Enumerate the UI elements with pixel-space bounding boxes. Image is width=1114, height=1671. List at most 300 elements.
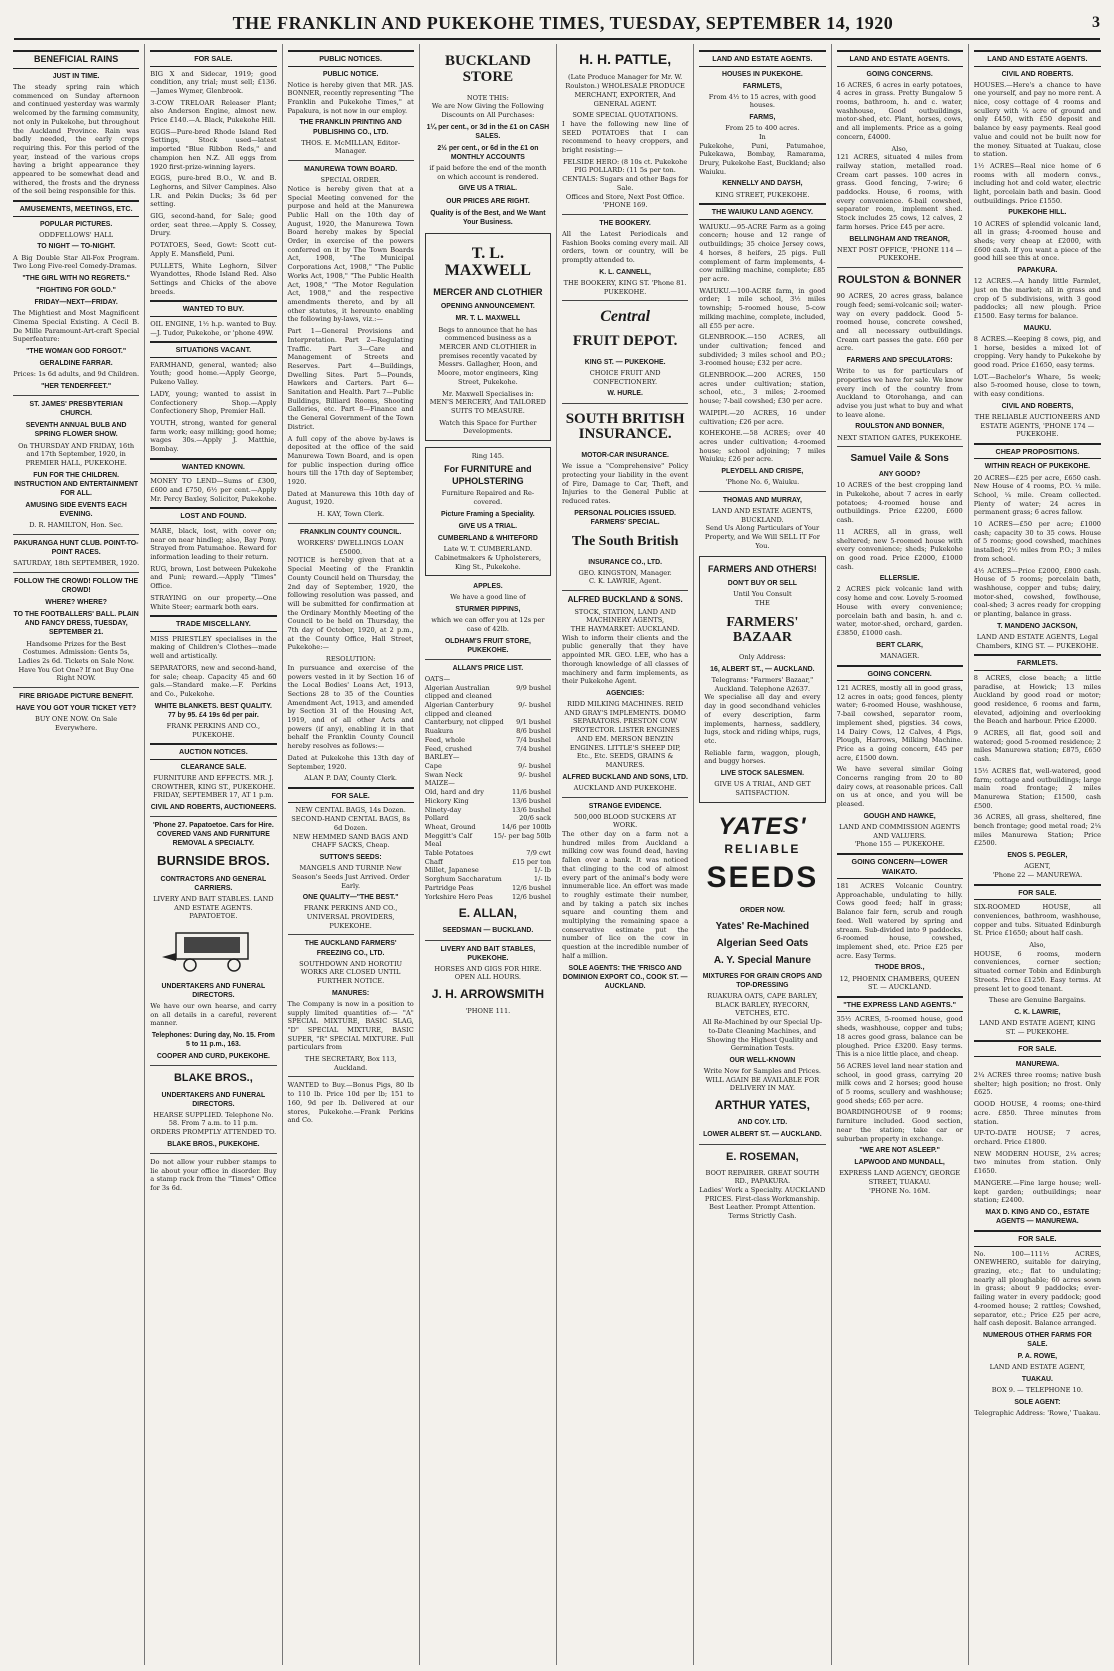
price-item: Feed, whole: [424, 735, 466, 744]
ad-heading: THE AUCKLAND FARMERS' FREEZING CO., LTD.: [304, 940, 397, 957]
classified-ad: PULLETS, White Leghorn, Silver Wyandottes, Rhode Island Red. Also Settings and Chicks of the above breeds.: [150, 261, 277, 296]
ad-line: LAND AND ESTATE AGENT,: [989, 1363, 1086, 1372]
divider: [699, 1144, 825, 1145]
ad-line: From 25 to 400 acres.: [725, 124, 800, 133]
listing: GOOD HOUSE, 4 rooms; one-third acre. £850. Three minutes from station.: [973, 1100, 1101, 1126]
price-item: Algerian Australian clipped and cleaned: [424, 683, 492, 701]
ad-line: Offices and Store, Next Post Office. 'PHONE 169.: [565, 192, 685, 210]
ad-line: RUAKURA OATS, CAPE BARLEY, BLACK BARLEY, RYECORN, VETCHES, ETC.: [707, 992, 818, 1018]
ad-line: 'PHONE No. 16M.: [869, 1186, 931, 1195]
price-value: 11/6 bushel: [511, 788, 551, 797]
price-category: BARLEY—: [424, 753, 460, 762]
price-list: [425, 788, 551, 901]
price-row: [425, 806, 551, 815]
section-heading: LAND AND ESTATE AGENTS.: [974, 50, 1101, 67]
price-item: Hickory King: [424, 796, 469, 805]
ad-box: [425, 447, 551, 576]
classified-ad: FARMHAND, general, wanted; also Youth; good home.—Apply George, Pukeno Valley.: [150, 360, 277, 387]
column-5: [557, 44, 694, 1665]
ad-line: Telegrams: "Farmers' Bazaar," Auckland. Telephone A2637.: [711, 676, 814, 693]
columns: [8, 44, 1106, 1665]
ad-line: PAPAKURA.: [1017, 267, 1058, 275]
ad-line: EXPRESS LAND AGENCY, GEORGE STREET, TUAKAU.: [839, 1169, 961, 1187]
price-item: Wheat, Ground: [424, 822, 476, 831]
ad-line: WITHIN REACH OF PUKEKOHE.: [984, 463, 1091, 471]
section-heading: LAND AND ESTATE AGENTS.: [837, 50, 963, 67]
ad-line: ALFRED BUCKLAND AND SONS, LTD.: [562, 773, 688, 781]
ad-line: GIVE US A TRIAL, AND GET SATISFACTION.: [714, 780, 811, 797]
listing: WAIUKU.—95-ACRE Farm as a going concern; house and 12 range of outbuildings; 35 choice Jersey cows, 4 horses, 8 heifers, 25 pigs. Full complement of farm implements, 4-cow milking machine, complete; £85 per acre.: [699, 222, 826, 283]
ad-line: MANGELS AND TURNIP. New Season's Seeds Just Arrived. Order Early.: [291, 864, 410, 890]
ad-body: FURNITURE AND EFFECTS. MR. J. CROWTHER, KING ST., PUKEKOHE. FRIDAY, SEPTEMBER 17, AT 1 p.m.: [151, 773, 276, 800]
ad-line: FRIDAY—NEXT—FRIDAY.: [34, 299, 118, 307]
ad-line: Only Address:: [738, 653, 786, 662]
ad-line: LAND AND COMMISSION AGENTS AND VALUERS.: [839, 822, 961, 840]
section-heading: LOST AND FOUND.: [150, 507, 276, 524]
listing: 4½ ACRES—Price £2000, £800 cash. House of 5 rooms; porcelain bath, washhouse, copper and tubs; dairy, motor-shed, cowshed, fowlhouse, coal-shed; 3 acres ready for cropping or planting, balance in grass.: [973, 566, 1101, 619]
classified-ad: POTATOES, Seed, Gowt: Scott cut-Apply E. Mansfield, Puni.: [150, 241, 277, 258]
column-8: [969, 44, 1106, 1665]
price-row: [425, 823, 551, 832]
classified-ad: WANTED to Buy.—Bonus Pigs, 80 lb to 110 lb. Price 10d per lb; 151 to 160, 9d per lb. Delivered at our stores, Pukekohe.—Frank Perkins and Co.: [287, 1081, 414, 1125]
ad-heading: CIVIL AND ROBERTS.: [1001, 70, 1074, 78]
notice-body: Dated at Manurewa this 10th day of August, 1920.: [287, 489, 414, 507]
column-6: [694, 44, 831, 1665]
ad-line: LAND AND ESTATE AGENTS, Legal Chambers, KING ST. — PUKEKOHE.: [976, 632, 1099, 650]
ad-line: We are Now Giving the Following Discounts on All Purchases:: [431, 102, 544, 119]
ad-title: ROULSTON & BONNER: [838, 274, 962, 287]
price-item: Canterbury, not clipped: [424, 718, 504, 727]
listing: 16 ACRES, 6 acres in early potatoes, 4 acres in grass. Pretty Bungalow 5 rooms, bathroom, h. and c. water, washhouse, Good outbuildings, motor-shed, etc. Plant, horses, cows, and all implements. Price as a going concern, £4000.: [836, 80, 963, 141]
ad-line: Prices: 1s 6d adults, and 9d Children.: [13, 370, 140, 379]
divider: [837, 267, 963, 268]
ad-body: The other day on a farm not a hundred miles from Auckland a milking cow was found dead, having fallen over a bank. It was noticed that clinging to the cod of almost every part of the animal's body were innumerable lice. An effort was made to roughly estimate their number, and by taking a patch six inches square and counting them and multiplying the remaining space a conservative estimate put the number of lice on the cow in question at the incredible number of half a million.: [562, 830, 689, 960]
ad-line: 'Phone 27. Papatoetoe. Cars for Hire. COVERED VANS AND FURNITURE REMOVAL A SPECIALTY.: [153, 822, 274, 848]
ad-body: Wish to inform their clients and the public generally that they have appointed MR. GEO. LEE, who has a thorough knowledge of all classes of machinery and farm implements, as their Pukekohe Agent.: [562, 633, 689, 686]
ad-line: Picture Framing a Speciality.: [441, 510, 535, 518]
ad-line: We have a good line of: [450, 593, 526, 602]
price-row: [425, 736, 551, 745]
price-item: Algerian Canterbury clipped and cleaned: [424, 701, 494, 718]
ad-line: K. L. CANNELL,: [599, 268, 651, 276]
price-item: Sorghum Saccharatum: [424, 875, 502, 884]
ad-line: THE HAYMARKET: AUCKLAND.: [570, 625, 680, 634]
ad-line: 16, ALBERT ST., — AUCKLAND.: [710, 665, 815, 673]
ad-heading: HOUSES IN PUKEKOHE.: [721, 70, 803, 78]
price-value: 9/- bushel: [518, 762, 551, 770]
ad-line: FUN FOR THE CHILDREN. INSTRUCTION AND ENTERTAINMENT FOR ALL.: [14, 471, 139, 497]
price-value: 1/- lb: [533, 866, 551, 875]
price-value: 9/1 bushel: [516, 718, 551, 727]
ad-heading: POPULAR PICTURES.: [39, 220, 113, 228]
listing: LOT.—Bachelor's Whare, 5s week; also 5-roomed house, close to town, with easy conditions.: [973, 372, 1101, 399]
ad-line: LOWER ALBERT ST. — AUCKLAND.: [703, 1131, 822, 1139]
ad-line: T. MANDENO JACKSON,: [997, 622, 1078, 630]
price-row: [425, 701, 551, 718]
ad-line: ROULSTON AND BONNER,: [855, 423, 945, 431]
ad-line: NUMEROUS OTHER FARMS FOR SALE.: [983, 1331, 1092, 1349]
ad-line: SOME SPECIAL QUOTATIONS.: [572, 111, 678, 120]
film-star: GERALDINE FARRAR.: [39, 360, 113, 368]
ad-line: MAUKU.: [1023, 324, 1052, 332]
ad-line: LAND AND ESTATE AGENTS, BUCKLAND.: [712, 506, 813, 524]
divider: [562, 300, 688, 301]
price-row: [425, 893, 551, 902]
ad-heading: PAKURANGA HUNT CLUB. POINT-TO-POINT RACES.: [13, 539, 139, 557]
section-heading: AUCTION NOTICES.: [150, 743, 276, 760]
ad-line: ORDER NOW.: [739, 906, 785, 914]
ad-body: Write to us for particulars of properties we have for sale. We know every inch of the country from Auckland to Otorohanga, and can advise you just what to buy and what to leave alone.: [836, 367, 963, 419]
ad-line: C. K. LAWRIE,: [1014, 1008, 1061, 1016]
ad-line: FRANK PERKINS AND CO., UNIVERSAL PROVIDERS, PUKEKOHE.: [303, 904, 398, 930]
price-value: 12/6 bushel: [511, 883, 551, 892]
ad-body: Pukekohe, Puni, Patumahoe, Pukekawa, Bombay, Ramarama, Drury, Pukekohe East, Buckland; also Waiuku.: [699, 141, 826, 176]
ad-line: OPENING ANNOUNCEMENT.: [440, 303, 535, 311]
listing: 36 ACRES, all grass, sheltered, fine bench frontage; good metal road; 2¼ miles Manurewa Station; Price £2500.: [973, 813, 1101, 848]
classified-ad: 3-COW TRELOAR Releaser Plant; also Anderson Engine, almost new. Price £140.—A. Black, Pukekohe Hill.: [150, 98, 277, 125]
ad-line: SEEDSMAN — BUCKLAND.: [442, 927, 534, 935]
film-title: "HER TENDERFEET.": [41, 383, 112, 391]
ad-heading: GOING CONCERNS.: [866, 70, 933, 78]
newspaper-title: THE FRANKLIN AND PUKEKOHE TIMES, TUESDAY, SEPTEMBER 14, 1920: [232, 12, 894, 33]
listing: GLENBROOK.—150 ACRES, all under cultivation; fenced and subdivided; 3 miles school and P.O.; 3-roomed house; £32 per acre.: [699, 333, 826, 368]
ad-line: THODE BROS.,: [874, 964, 925, 972]
listing: NEW MODERN HOUSE, 2¼ acres; two minutes from station. Only £1650.: [973, 1149, 1101, 1176]
price-value: 7/9 cwt: [526, 849, 551, 858]
ad-line: ANY GOOD?: [878, 471, 921, 479]
ad-line: LAND AND ESTATE AGENT, KING ST. — PUKEKOHE.: [979, 1019, 1096, 1036]
yates-logo: [699, 811, 825, 898]
ad-line: PIG POLLARD: (11 5s per ton.: [574, 166, 676, 175]
ad-body: The Company is now in a position to supply limited quantities of:— "A" SPECIAL MIXTURE, BASIC SLAG, "D" SPECIAL MIXTURE, BASIC SUPER, "R" SPECIAL MIXTURE. Full particulars from: [287, 999, 414, 1052]
listing: 10 ACRES of splendid volcanic land, all in grass; 4-roomed house and sheds; very cheap at £2000, with £600 cash. If you want a piece of the good hill see this at once.: [973, 219, 1101, 263]
listing: 56 ACRES level land near station and school, in good grass, carrying 20 milk cows and 2 horses; good house of 5 rooms, scullery and washhouse; good sheds; £65 per acre.: [836, 1061, 963, 1105]
notice-body: Dated at Pukekohe this 13th day of September, 1920.: [287, 753, 414, 771]
ad-title: E. ALLAN,: [458, 906, 517, 921]
listing: 8 ACRES, close beach; a little paradise, at Howick; 13 miles Auckland by good road or motor; good residence, 6 rooms and farm, elevated, adjoining and overlooking the Beach and harbour. Price £2000.: [973, 673, 1101, 726]
ad-line: D. R. HAMILTON, Hon. Sec.: [29, 521, 124, 530]
ad-heading: CLEARANCE SALE.: [180, 763, 247, 771]
ad-line: FARMS,: [749, 114, 776, 122]
ad-line: SATURDAY, 18th SEPTEMBER, 1920.: [13, 559, 140, 568]
ad-line: TUAKAU.: [1021, 1375, 1053, 1383]
price-row: [425, 814, 551, 823]
ad-line: INSURANCE CO., LTD.: [588, 558, 662, 566]
divider: [13, 534, 139, 535]
classified-ad: LADY, young; wanted to assist in Confectionery Shop.—Apply Confectionery Shop, Premier Hall.: [150, 389, 277, 416]
ad-line: STURMER PIPPINS,: [455, 606, 521, 614]
price-row: [425, 832, 551, 849]
ad-line: 'PHONE 111.: [465, 1007, 511, 1016]
column-2: [145, 44, 282, 1665]
section-heading: CHEAP PROPOSITIONS.: [974, 443, 1101, 460]
price-value: 8/6 bushel: [516, 727, 551, 736]
notice-body: Notice is hereby given that MR. JAS. BONNER, recently representing "The Franklin and Pukekohe Times," at Papakura, is not now in our employ.: [287, 80, 414, 115]
ad-line: AGENT,: [1024, 862, 1051, 871]
ad-heading: ALFRED BUCKLAND & SONS.: [567, 595, 683, 605]
page-number: 3: [1092, 14, 1100, 31]
price-item: Yorkshire Hero Peas: [424, 892, 493, 901]
ad-line: These are Genuine Bargains.: [988, 996, 1086, 1005]
listing: 181 ACRES Volcanic Country. Approachable, undulating to hilly. Cows good feed; half in grass; Balance fair fern, scrub and rough feed. Well watered by spring and stream. Sub-divided into 9 paddocks. 6-roomed house, cowshed, implement shed, etc. Price £25 per acre. Easy Terms.: [836, 882, 963, 960]
section-heading: FOR SALE.: [974, 1230, 1101, 1247]
classified-ad: SEPARATORS, new and second-hand, for sale; cheap. Capacity 45 and 60 gals.—Standard make.—F. Perkins and Co., Pukekohe.: [150, 663, 277, 698]
ad-line: KING STREET, PUKEKOHE.: [715, 190, 810, 199]
section-heading: LAND AND ESTATE AGENTS.: [699, 50, 825, 67]
listing: 2¼ ACRES three rooms; native bush shelter; high position; no frost. Only £625.: [973, 1071, 1101, 1097]
ad-title: Samuel Vaile & Sons: [850, 453, 949, 465]
ad-line: LIVERY AND BAIT STABLES. LAND AND ESTATE AGENTS. PAPATOETOE.: [153, 894, 274, 921]
section-heading: SITUATIONS VACANT.: [150, 341, 276, 358]
ad-line: OLDHAM'S FRUIT STORE, PUKEKOHE.: [444, 637, 531, 654]
price-row: [425, 788, 551, 797]
section-heading: THE WAIUKU LAND AGENCY.: [699, 203, 825, 220]
notice-body: NOTICE is hereby given that at a Special Meeting of the Franklin County Council held on Thursday, the 2nd day of September, 1920, the following resolution was passed, and will be submitted for confirmation at the Ordinary Monthly Meeting of the Council to be held on Thursday, the 7th day of October, 1920, at 2 p.m., at the County Office, Hall Street, Pukekohe:—: [287, 556, 414, 652]
section-heading: "THE EXPRESS LAND AGENTS.": [837, 996, 963, 1013]
ad-title: J. H. ARROWSMITH: [431, 987, 544, 1002]
ad-line: 12, PHOENIX CHAMBERS, QUEEN ST. — AUCKLAND.: [839, 974, 960, 992]
ad-title: BURNSIDE BROS.: [157, 853, 270, 869]
ad-line: 'Phone 22 — MANUREWA.: [992, 871, 1083, 879]
ad-line: Until You Consult: [733, 590, 792, 599]
ad-line: TO NIGHT — TO-NIGHT.: [37, 243, 116, 251]
divider: [288, 523, 414, 524]
ad-line: LIVE STOCK SALESMEN.: [720, 770, 805, 778]
listing: 10 ACRES of the best cropping land in Pukekohe, about 7 acres in early potatoes; 4-roomed house and outbuildings. Price £2200, £600 cash.: [836, 481, 963, 525]
section-heading: AMUSEMENTS, MEETINGS, ETC.: [13, 200, 139, 217]
price-row: [425, 884, 551, 893]
ad-box: [425, 233, 551, 441]
ad-heading: THOMAS AND MURRAY,: [722, 496, 802, 504]
ad-line: MOTOR-CAR INSURANCE.: [581, 452, 669, 460]
ad-line: THE BOOKERY, KING ST. 'Phone 81. PUKEKOHE.: [563, 278, 687, 296]
classified-ad: GIG, second-hand, for Sale; good order, seat three.—Apply S. Cossey, Drury.: [150, 212, 277, 238]
ad-line: NEXT STATION GATES, PUKEKOHE.: [837, 433, 963, 442]
ad-line: UNDERTAKERS AND FUNERAL DIRECTORS.: [161, 1091, 266, 1108]
listing: BOARDINGHOUSE of 9 rooms; furniture included. Good section, near the station; take car or suburban property in exchange.: [836, 1108, 963, 1143]
ad-heading: ALLAN'S PRICE LIST.: [452, 664, 524, 672]
ad-line: CUMBERLAND & WHITEFORD: [437, 535, 538, 543]
ad-line: SECOND-HAND CENTAL BAGS, 8s 6d Dozen.: [291, 815, 410, 832]
ad-line: BOOT REPAIRER. GREAT SOUTH RD., PAPAKURA.: [705, 1168, 820, 1186]
ad-body: Handsome Prizes for the Best Costumes. Admission: Gents 5s, Ladies 2s 6d. Tickets on Sale Now. Have You Got One? If not Buy One Right NOW.: [18, 639, 135, 683]
article-subheading: JUST IN TIME.: [52, 72, 100, 80]
column-1: [8, 44, 145, 1665]
ad-heading: ST. JAMES' PRESBYTERIAN CHURCH.: [29, 401, 123, 418]
ad-line: AUCKLAND AND PUKEKOHE.: [573, 783, 677, 792]
ad-line: OUR PRICES ARE RIGHT.: [446, 197, 530, 205]
divider: [425, 940, 551, 941]
ad-heading: APPLES.: [473, 583, 503, 591]
ad-heading: FIRE BRIGADE PICTURE BENEFIT.: [19, 693, 134, 701]
ad-line: OUR WELL-KNOWN: [729, 1056, 796, 1064]
price-value: 7/4 bushel: [516, 735, 551, 744]
ad-body: Reliable farm, waggon, plough, and buggy horses.: [704, 748, 821, 766]
price-value: 9/9 bushel: [516, 683, 551, 692]
notice-body: Notice is hereby given that at a Special Meeting convened for the purpose and held at the Manurewa Public Hall on the 10th day of August, 1920, the Manurewa Town Board hereby makes by Special Order, in exercise of the powers conferred on it by The Town Boards Act, 1908, "The Municipal Corporations Act, 1908," "The Public Works Act, 1908," "The Public Health Act, 1908," "The Motor Regulation Act, 1908," and the respective amendments thereto, and by all other statutes, it hereunto enabling the following by-laws, viz.:—: [287, 184, 414, 324]
ad-line: Telephones: During day, No. 15. From 5 to 11 p.m., 163.: [151, 1032, 275, 1049]
article-heading: BENEFICIAL RAINS: [13, 50, 139, 69]
ad-line: Ring 145.: [471, 452, 505, 461]
ad-line: WHERE? WHERE?: [45, 599, 107, 607]
price-row: [425, 849, 551, 858]
price-value: 20/6 sack: [519, 814, 551, 823]
ad-title: The South British: [571, 533, 679, 549]
ad-line: SEVENTH ANNUAL BULB AND SPRING FLOWER SHOW.: [25, 422, 127, 439]
ad-line: KING ST. — PUKEKOHE.: [584, 358, 666, 366]
listing: 10 ACRES—£50 per acre; £1000 cash; capacity 30 to 35 cows. House of 5 rooms; good cowshed, machines installed; 2½ miles from P.O.; 3 miles from school.: [973, 520, 1101, 563]
divider: [288, 160, 414, 161]
divider: [150, 1153, 276, 1154]
listing: 90 ACRES, 20 acres grass, balance rough feed; semi-volcanic soil; water-way on every paddock. Good 5-roomed house, concrete cowshed, and all necessary outbuildings. Cream cart passes the gate. £60 per acre.: [836, 292, 963, 353]
section-heading: TRADE MISCELLANY.: [150, 615, 276, 632]
ad-heading: MANUREWA TOWN BOARD.: [304, 166, 398, 174]
ad-title: For FURNITURE and UPHOLSTERING: [444, 463, 532, 486]
ad-line: NEW HEMMED SAND BAGS AND CHAFF SACKS, Cheap.: [292, 832, 409, 850]
listing: 11 ACRES, all in grass, well sheltered; new 5-roomed house with every convenience; sheds; Pukekohe on good road. Price £2000, £1000 cash.: [836, 527, 963, 571]
section-heading: FOR SALE.: [974, 884, 1101, 901]
divider: [150, 816, 276, 817]
price-row: [425, 866, 551, 875]
divider: [562, 403, 688, 404]
listing: 15½ ACRES flat, well-watered, good farm; cottage and outbuildings; large main road frontage; 2 miles Manurewa Station; £1500, cash £500.: [973, 766, 1101, 810]
ad-line: C. K. LAWRIE, Agent.: [589, 577, 662, 586]
price-item: Old, hard and dry: [424, 788, 484, 797]
price-row: [425, 745, 551, 754]
ad-line: PLEYDELL AND CRISPE,: [721, 468, 804, 476]
price-row: [425, 684, 551, 701]
ad-line: GEO. KINGSTON, Manager.: [578, 568, 672, 577]
ad-heading: FOLLOW THE CROWD! FOLLOW THE CROWD!: [14, 577, 139, 594]
ad-line: MIXTURES FOR GRAIN CROPS AND TOP-DRESSING: [702, 972, 822, 989]
classified-ad: RUG, brown, Lost between Pukekohe and Puni; reward.—Apply "Times" Office.: [150, 564, 277, 591]
classified-ad: EGGS, pure-bred B.O., W. and B. Leghorns, and Silver Campines. Also I.R. and Pekin Ducks; 3s 6d per setting.: [150, 174, 277, 209]
ad-line: Watch this Space for Further Developments.: [439, 418, 537, 436]
ad-line: MR. T. L. MAXWELL: [455, 315, 521, 323]
price-category: MAIZE—: [424, 779, 455, 788]
ad-line: TO THE FOOTBALLERS' BALL. PLAIN AND FANCY DRESS, TUESDAY, SEPTEMBER 21.: [13, 611, 139, 637]
ad-line: DON'T BUY OR SELL: [727, 580, 798, 588]
listing: HOUSE, 6 rooms, modern conveniences, corner section; situated corner Tobin and Edinburgh Streets. Price £1250. Easy terms. At present let to good tenant.: [973, 949, 1101, 993]
price-list: [425, 684, 551, 754]
ad-body: Begs to announce that he has commenced business as a MERCER AND CLOTHIER in premises recently vacated by Messrs. Gallagher, Hoon, and Moore, motor engineers, King Street, Pukekohe.: [437, 325, 539, 386]
listing: 1½ ACRES—Real nice home of 6 rooms with all modern convs., including hot and cold water, electric light, porcelain bath and basin. Good outbuildings. Price £1550.: [973, 161, 1101, 205]
ad-line: Ladies' Work a Specialty. AUCKLAND PRICES. First-class Workmanship. Best Leather. Prompt Attention. Terms Strictly Cash.: [699, 1186, 826, 1221]
section-heading: WANTED TO BUY.: [150, 300, 276, 317]
ad-line: SOUTHDOWN AND HOROTIU WORKS ARE CLOSED UNTIL FURTHER NOTICE.: [299, 959, 403, 986]
film-title: "THE WOMAN GOD FORGOT.": [26, 348, 127, 356]
ad-line: From 4½ to 15 acres, with good houses.: [708, 92, 817, 110]
article-body: The steady spring rain which commenced on Sunday afternoon and continued yesterday was warmly welcomed by the farming community, not only in Pukekohe, but throughout the Auckland Province. Rain was badly needed, the early crops requiring this. For this period of the year, instead of the various crops having a bright appearance they appeared to be somewhat dead and withered, the frosts and the dryness of the soil being responsible for this.: [13, 82, 140, 196]
ad-body: All Re-Machined by our Special Up-to-Date Cleaning Machines, and Showing the Highest Quality and Germination Tests.: [702, 1018, 823, 1053]
price-item: Partridge Peas: [424, 883, 474, 892]
ad-line: Also,: [1029, 941, 1046, 950]
price-item: Millet, Japanese: [424, 866, 479, 875]
listing: 121 ACRES, mostly all in good grass, 12 acres in oats; good fences, plenty water; 6-roomed House, washhouse, 7-bail cowshed, separator room, implement shed, pigsties. 34 cows, 14 Dairy Cows, 12 Calves, 4 Pigs, Plough, Harrows, Milking Machine. Price as a going concern, £45 per acre, £1500 down.: [836, 684, 963, 762]
ad-heading: THE BOOKERY.: [599, 219, 651, 227]
listing: 121 ACRES, situated 4 miles from railway station, metalled road. Cream cart passes. 100 acres in grass. Good fencing, 7-wire; 6 paddocks. House, 6 rooms, with every convenience. 6-bail cowshed, separator room, implement shed. Stock includes 25 cows, 12 calves, 2 farm horses. Price £45 per acre.: [836, 153, 963, 231]
ad-line: MANURES:: [332, 989, 370, 997]
divider: [150, 1065, 276, 1066]
price-value: 1/- lb: [533, 875, 551, 884]
listing: 9 ACRES, all flat, good soil and watered; good 5-roomed residence; 2 miles Manurewa station; £875, £650 cash.: [973, 729, 1101, 764]
ad-box: [699, 556, 825, 802]
price-item: Pollard: [424, 814, 449, 823]
ad-heading: LIVERY AND BAIT STABLES, PUKEKOHE.: [440, 945, 536, 962]
divider: [13, 572, 139, 573]
notice-body: Part 1—General Provisions and Interpretation. Part 2—Regulating Traffic. Part 3—Care and Management of Streets and Reserves. Part 4—Buildings, Dwelling Sites. Part 5—Pounds, Hawkers and Carters. Part 6—Sanitation and Health. Part 7—Public Buildings, Billiard Rooms, Shooting Galleries, etc. Part 8—Finance and the General Government of the Town District.: [287, 327, 414, 431]
ad-line: CENTALS: Sugars and other Bags for Sale.: [562, 175, 688, 192]
ad-body: All the Latest Periodicals and Fashion Books coming every mail. All orders, town or country, will be promptly attended to.: [562, 230, 689, 265]
section-heading: GOING CONCERN—LOWER WAIKATO.: [837, 853, 963, 879]
price-value: £15 per ton: [512, 857, 551, 866]
logo-word: YATES': [718, 812, 807, 840]
price-row: [425, 858, 551, 867]
ad-line: GOUGH AND HAWKE,: [863, 812, 936, 820]
listing: SIX-ROOMED HOUSE, all conveniences, bathroom, washhouse, copper and tubs. Situated Edinburgh St. Price £1650; about half cash.: [973, 903, 1101, 938]
listing: KOHEKOHE.—58 ACRES; over 40 acres under cultivation; 4-roomed house; school adjoining; 7 miles Waiuku; £26 per acre.: [699, 429, 826, 464]
ad-title: SOUTH BRITISH INSURANCE.: [565, 410, 685, 443]
section-heading: FOR SALE.: [288, 787, 414, 804]
price-item: Cape: [424, 762, 442, 770]
ad-body: Mr. Maxwell Specialises in: MEN'S MERCERY, And TAILORED SUITS TO MEASURE.: [429, 389, 546, 415]
ad-line: HEARSE SUPPLIED. Telephone No. 58. From 7 a.m. to 11 p.m.: [153, 1110, 274, 1128]
price-value: 14/6 per 100lb: [501, 822, 551, 831]
price-row: [425, 762, 551, 771]
ad-body: We specialise all day and every day in good secondhand vehicles of every description, farm implements, harness, saddlery, lugs, stock and riding whips, rugs, etc.: [704, 693, 821, 745]
ad-line: FELSIDE HERO: (8 10s ct. Pukekohe: [562, 157, 688, 166]
ad-line: Telegraphic Address: 'Rowe,' Tuakau.: [974, 1408, 1101, 1417]
ad-line: P. A. ROWE,: [1017, 1353, 1058, 1361]
listing: MANGERE.—Fine large house; well-kept garden; outbuildings; near station; £2400.: [973, 1178, 1101, 1205]
ad-line: GIVE US A TRIAL.: [458, 185, 518, 193]
divider: [288, 934, 414, 935]
ad-line: BERT CLARK,: [876, 641, 923, 649]
listing: 20 ACRES—£25 per acre, £650 cash. New House of 4 rooms, P.O. ¼ mile. School, ¼ mile. Cream collected. Plenty of water; 24 acres in permanent grass; 6 acres fallow.: [973, 473, 1101, 517]
classified-ad: MISS PRIESTLEY specialises in the making of Children's Clothes—made well and artistically.: [150, 634, 277, 661]
section-heading: FARMLETS.: [974, 654, 1101, 671]
section-heading: FOR SALE.: [974, 1040, 1101, 1057]
ad-line: RESOLUTION:: [325, 655, 376, 664]
ad-line: STOCK, STATION, LAND AND MACHINERY AGENTS,: [574, 607, 676, 625]
ad-line: which we can offer you at 12s per case of 42lb.: [431, 616, 545, 633]
ad-body: The Mightiest and Most Magnificent Cinema Special Existing. A Cecil B. De Mille Paramount-Art-craft Special Superfeature:: [13, 309, 140, 344]
price-row: [425, 771, 551, 780]
ad-line: MERCER AND CLOTHIER: [433, 287, 543, 298]
column-4: [420, 44, 557, 1665]
ad-line: THE RELIABLE AUCTIONEERS AND ESTATE AGENTS, 'PHONE 174 — PUKEKOHE.: [974, 412, 1101, 439]
ad-line: Quality is of the Best, and We Want Your Business.: [430, 209, 546, 226]
notice-body: In pursuance and exercise of the powers vested in it by Section 16 of the Local Bodies' Loans Act, 1913, Sections 28 to 35 of the Counties Amendment Act, 1913, and amended by Section 31 of the Housing Act, 1919, and of all other Acts and powers (if any), enabling it in that behalf the Franklin County Council hereby resolves as follows:—: [287, 663, 414, 751]
divider: [562, 797, 688, 798]
ad-title: FARMERS' BAZAAR: [726, 614, 799, 645]
ad-body: We issue a "Comprehensive" Policy protecting your liability in the event of Fire, Damage to Car, Theft, and Injuries to the General Public at reduced rates.: [562, 462, 689, 505]
ad-heading: FRANKLIN COUNTY COUNCIL.: [299, 528, 402, 536]
ad-line: "WE ARE NOT ASLEEP.": [859, 1147, 940, 1155]
classified-ad: MONEY TO LEND—Sums of £300, £600 and £750, 6½ per cent.—Apply Mr. Percy Baxley, Solicitor, Pukekohe.: [150, 477, 277, 503]
divider: [699, 491, 825, 492]
price-list: [425, 762, 551, 779]
ad-line: CONTRACTORS AND GENERAL CARRIERS.: [160, 875, 267, 892]
ad-title: BLAKE BROS.,: [173, 1072, 253, 1085]
ad-line: BELLINGHAM AND TREANOR,: [849, 235, 950, 243]
ad-line: BLAKE BROS., PUKEKOHE.: [167, 1140, 260, 1148]
section-heading: FOR SALE.: [150, 50, 276, 67]
ad-line: COOPER AND CURD, PUKEKOHE.: [156, 1053, 270, 1061]
ad-line: 1¼ per cent., or 3d in the £1 on CASH SALES.: [426, 123, 550, 140]
logo-word: RELIABLE: [724, 842, 801, 857]
ad-line: if paid before the end of the month on which account is rendered.: [429, 164, 547, 181]
